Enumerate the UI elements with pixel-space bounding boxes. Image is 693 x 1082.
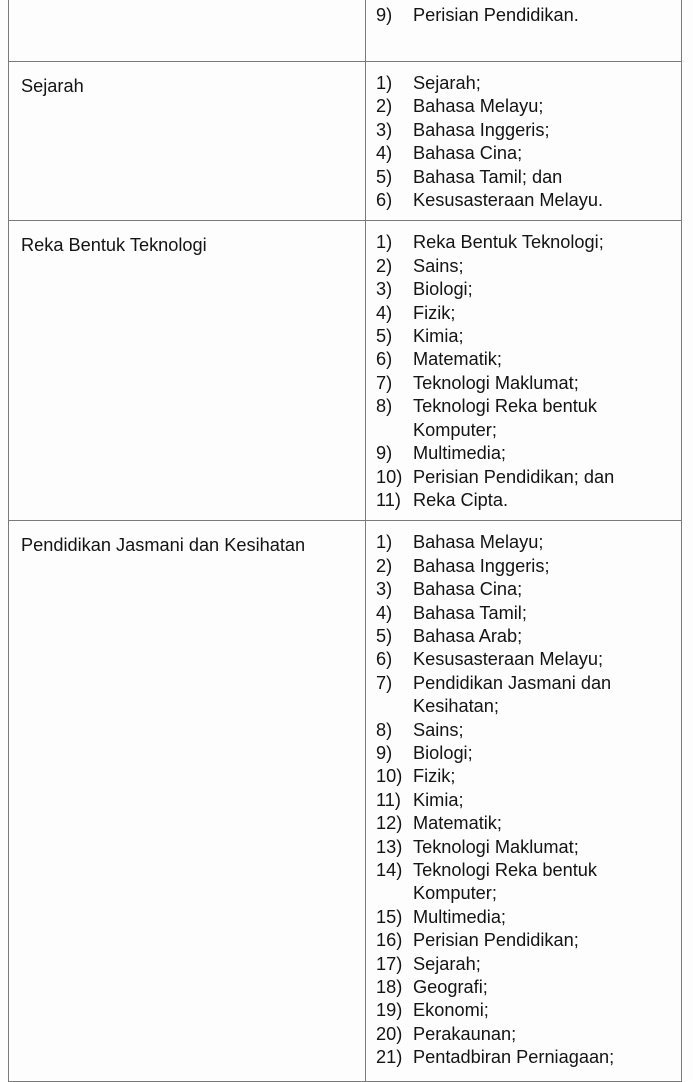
list-item <box>376 372 673 395</box>
related-subjects-list <box>366 521 681 1077</box>
list-item-number: 2) <box>376 555 393 576</box>
list-item-text: Ekonomi; <box>413 1000 489 1021</box>
list-item-text: Kesusasteraan Melayu; <box>413 649 604 670</box>
list-item-number: 12) <box>376 813 403 834</box>
list-item-text: Bahasa Cina; <box>413 579 523 600</box>
list-item-text: Bahasa Cina; <box>413 143 523 164</box>
list-item-text: Biologi; <box>413 742 473 763</box>
list-item-number: 9) <box>376 443 393 464</box>
list-item-text: Teknologi Maklumat; <box>413 372 579 393</box>
list-item <box>376 325 673 348</box>
list-item <box>376 255 673 278</box>
list-item-text: Sejarah; <box>413 73 481 93</box>
list-item <box>376 953 673 976</box>
list-item-text: Sejarah; <box>413 953 481 974</box>
list-item-number: 3) <box>376 579 393 600</box>
list-item-text: Geografi; <box>413 977 488 998</box>
subject-cell <box>9 521 366 1082</box>
list-item-number: 10) <box>376 466 403 487</box>
list-item-number: 11) <box>376 789 401 810</box>
subject-table <box>8 0 682 1082</box>
list-item-text: Bahasa Inggeris; <box>413 555 550 576</box>
list-item-number: 9) <box>376 742 393 763</box>
list-item <box>376 625 673 648</box>
subject-name: Pendidikan Jasmani dan Kesihatan <box>21 535 306 556</box>
list-item <box>376 489 673 512</box>
list-item-text: Teknologi Maklumat; <box>413 836 579 857</box>
list-item-text: Fizik; <box>413 302 456 323</box>
list-item <box>376 142 673 165</box>
list-item <box>376 395 673 442</box>
list-item <box>376 648 673 671</box>
list-item-text: Kimia; <box>413 326 464 347</box>
list-item-number: 1) <box>376 532 393 553</box>
list-item-text: Multimedia; <box>413 443 506 464</box>
list-item-number: 17) <box>376 953 403 974</box>
list-item-text: Perisian Pendidikan; dan <box>413 466 615 487</box>
list-item <box>376 442 673 465</box>
list-item-text: Matematik; <box>413 813 502 834</box>
list-item <box>376 531 673 554</box>
list-item <box>376 231 673 254</box>
subject-name: Reka Bentuk Teknologi <box>21 235 207 256</box>
list-item <box>376 119 673 142</box>
list-item-text: Multimedia; <box>413 906 506 927</box>
list-item-number: 1) <box>376 73 393 93</box>
list-item-number: 14) <box>376 860 403 880</box>
list-item-number: 2) <box>376 255 393 276</box>
list-item <box>376 189 673 212</box>
list-item <box>376 976 673 999</box>
list-item-number: 6) <box>376 190 393 211</box>
list-item-number: 9) <box>376 5 393 25</box>
list-item-text: Bahasa Arab; <box>413 625 523 646</box>
list-item <box>376 602 673 625</box>
list-item <box>376 4 673 27</box>
list-item-text: Fizik; <box>413 766 456 787</box>
list-item <box>376 302 673 325</box>
list-item-number: 3) <box>376 279 393 300</box>
list-item-text: Bahasa Tamil; <box>413 602 527 623</box>
subject-cell <box>9 62 366 221</box>
list-item-number: 5) <box>376 166 393 187</box>
table-row <box>9 0 682 62</box>
list-item <box>376 95 673 118</box>
subject-name <box>9 0 365 8</box>
list-item-text: Kesusasteraan Melayu. <box>413 190 604 211</box>
list-item-text: Reka Bentuk Teknologi; <box>413 232 604 253</box>
list-item-number: 8) <box>376 719 393 740</box>
list-item-text: Bahasa Inggeris; <box>413 119 550 140</box>
table-row <box>9 62 682 221</box>
list-item <box>376 789 673 812</box>
list-item-text: Pentadbiran Perniagaan; <box>413 1047 615 1068</box>
list-item-number: 6) <box>376 649 393 670</box>
list-item-number: 15) <box>376 906 403 927</box>
list-item-number: 19) <box>376 1000 403 1021</box>
list-item-text: Biologi; <box>413 279 473 300</box>
list-item-number: 3) <box>376 119 393 140</box>
list-item-text: Bahasa Tamil; dan <box>413 166 563 187</box>
related-subjects-list <box>366 62 681 220</box>
list-item <box>376 859 673 906</box>
list-item <box>376 578 673 601</box>
list-item-number: 5) <box>376 326 393 347</box>
list-item-number: 2) <box>376 96 393 117</box>
list-item <box>376 929 673 952</box>
related-subjects-list <box>366 0 681 35</box>
related-subjects-cell <box>366 62 682 221</box>
list-item-number: 4) <box>376 302 393 323</box>
related-subjects-cell <box>366 0 682 62</box>
list-item <box>376 719 673 742</box>
list-item-text: Sains; <box>413 255 464 276</box>
list-item-text: Pendidikan Jasmani dan Kesihatan; <box>413 672 612 717</box>
table-row <box>9 521 682 1082</box>
list-item <box>376 999 673 1022</box>
list-item <box>376 466 673 489</box>
related-subjects-cell <box>366 521 682 1082</box>
subject-name: Sejarah <box>21 76 84 96</box>
list-item-number: 16) <box>376 930 403 951</box>
subject-cell <box>9 0 366 62</box>
list-item-number: 4) <box>376 602 393 623</box>
list-item-text: Kimia; <box>413 789 464 810</box>
list-item <box>376 672 673 719</box>
list-item <box>376 1046 673 1069</box>
list-item-number: 21) <box>376 1047 403 1068</box>
list-item-number: 13) <box>376 836 403 857</box>
list-item <box>376 555 673 578</box>
list-item-number: 10) <box>376 766 403 787</box>
list-item <box>376 742 673 765</box>
list-item <box>376 765 673 788</box>
table-row <box>9 221 682 521</box>
list-item <box>376 278 673 301</box>
subject-cell <box>9 221 366 521</box>
related-subjects-list <box>366 221 681 520</box>
list-item-number: 11) <box>376 489 401 510</box>
subject-table-body <box>9 0 682 1082</box>
related-subjects-cell <box>366 221 682 521</box>
list-item <box>376 812 673 835</box>
list-item-text: Perisian Pendidikan. <box>413 5 579 25</box>
list-item-number: 7) <box>376 672 393 693</box>
list-item-number: 8) <box>376 396 393 417</box>
list-item <box>376 1023 673 1046</box>
list-item-text: Reka Cipta. <box>413 489 509 510</box>
list-item <box>376 166 673 189</box>
list-item-text: Teknologi Reka bentuk Komputer; <box>413 396 598 440</box>
list-item-number: 5) <box>376 625 393 646</box>
list-item <box>376 72 673 95</box>
list-item-number: 20) <box>376 1023 403 1044</box>
list-item-text: Matematik; <box>413 349 502 370</box>
list-item-number: 4) <box>376 143 393 164</box>
list-item-text: Perisian Pendidikan; <box>413 930 579 951</box>
list-item-number: 6) <box>376 349 393 370</box>
list-item-text: Bahasa Melayu; <box>413 532 544 553</box>
list-item-number: 1) <box>376 232 393 253</box>
list-item-text: Bahasa Melayu; <box>413 96 544 117</box>
list-item-number: 7) <box>376 372 393 393</box>
list-item-text: Perakaunan; <box>413 1023 517 1044</box>
list-item <box>376 348 673 371</box>
list-item <box>376 836 673 859</box>
list-item-number: 18) <box>376 977 403 998</box>
list-item-text: Sains; <box>413 719 464 740</box>
list-item <box>376 906 673 929</box>
list-item-text: Teknologi Reka bentuk Komputer; <box>413 860 598 904</box>
